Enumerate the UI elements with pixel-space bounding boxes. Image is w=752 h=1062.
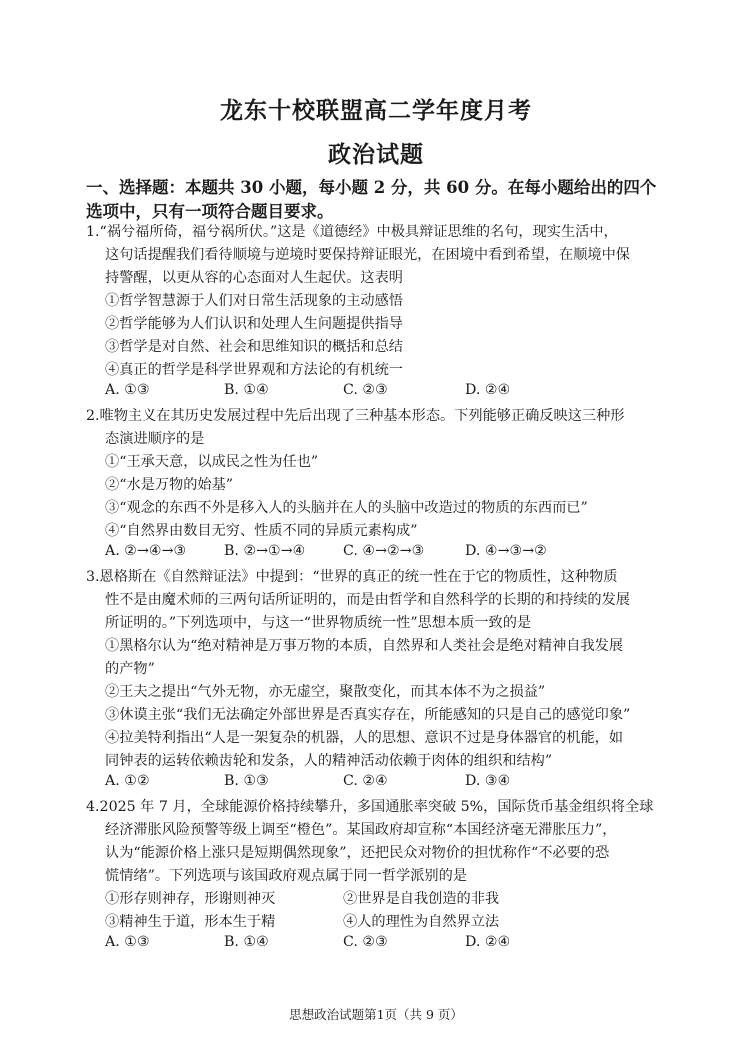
question-stem: 所证明的。”下列选项中，与这一“世界物质统一性”思想本质一致的是: [105, 615, 532, 631]
question-stem: 慌情绪”。下列选项与该国政府观点属于同一哲学派别的是: [105, 868, 467, 884]
option-d: D. ②④: [465, 382, 511, 398]
statement-item: ②世界是自我创造的非我: [343, 891, 500, 907]
statement-item: ④真正的哲学是科学世界观和方法论的有机统一: [105, 362, 403, 378]
option-c: C. ②③: [343, 382, 388, 398]
option-d: D. ④→③→②: [465, 543, 547, 559]
section-heading-line: 选项中，只有一项符合题目要求。: [86, 202, 334, 221]
option-a: A. ①②: [105, 773, 150, 789]
statement-item: ②王夫之提出“气外无物，亦无虚空，聚散变化，而其本体不为之损益”: [105, 684, 546, 700]
question-stem: 4.2025 年 7 月，全球能源价格持续攀升，多国通胀率突破 5%，国际货币基金组织将全球: [86, 799, 654, 815]
option-d: D. ③④: [465, 773, 511, 789]
statement-item: 的产物”: [105, 661, 155, 677]
statement-item: ②哲学能够为人们认识和处理人生问题提供指导: [105, 316, 403, 332]
option-d: D. ②④: [465, 934, 511, 950]
option-b: B. ①③: [224, 773, 269, 789]
statement-item: ④“自然界由数目无穷、性质不同的异质元素构成”: [105, 523, 418, 539]
question-stem: 1.“祸兮福所倚，福兮祸所伏。”这是《道德经》中极具辩证思维的名句，现实生活中，: [86, 224, 618, 240]
option-b: B. ②→①→④: [224, 543, 306, 559]
question-stem: 持警醒，以更从容的心态面对人生起伏。这表明: [105, 270, 403, 286]
question-stem: 态演进顺序的是: [105, 431, 205, 447]
statement-item: ③休谟主张“我们无法确定外部世界是否真实存在，所能感知的只是自己的感觉印象”: [105, 707, 631, 723]
statement-item: ①黑格尔认为“绝对精神是万事万物的本质，自然界和人类社会是绝对精神自我发展: [105, 638, 624, 654]
section-heading-line: 一、选择题：本题共 30 小题，每小题 2 分，共 60 分。在每小题给出的四个: [86, 178, 657, 197]
option-c: C. ④→②→③: [343, 543, 425, 559]
section-heading: [86, 176, 686, 224]
option-c: C. ②④: [343, 773, 388, 789]
statement-item: ④拉美特利指出“人是一架复杂的机器，人的思想、意识不过是身体器官的机能，如: [105, 730, 624, 746]
statement-item: ①形存则神存，形谢则神灭: [105, 891, 276, 907]
statement-item: ③精神生于道，形本生于精: [105, 914, 276, 930]
statement-item: ③“观念的东西不外是移入人的头脑并在人的头脑中改造过的物质的东西而已”: [105, 500, 588, 516]
exam-subject: 政治试题: [328, 141, 424, 168]
option-a: A. ②→④→③: [105, 543, 187, 559]
question-stem: 这句话提醒我们看待顺境与逆境时要保持辩证眼光，在困境中看到希望，在顺境中保: [105, 247, 630, 263]
question-stem: 经济滞胀风险预警等级上调至“橙色”。某国政府却宣称“本国经济毫无滞胀压力”，: [105, 822, 617, 838]
statement-item: ④人的理性为自然界立法: [343, 914, 500, 930]
option-a: A. ①③: [105, 934, 150, 950]
statement-item: ①“王承天意，以成民之性为任也”: [105, 454, 319, 470]
statement-item: 同钟表的运转依赖齿轮和发条，人的精神活动依赖于肉体的组织和结构”: [105, 753, 553, 769]
option-b: B. ①④: [224, 934, 269, 950]
statement-item: ③哲学是对自然、社会和思维知识的概括和总结: [105, 339, 403, 355]
question-stem: 3.恩格斯在《自然辩证法》中提到：“世界的真正的统一性在于它的物质性，这种物质: [86, 569, 618, 585]
question-stem: 2.唯物主义在其历史发展过程中先后出现了三种基本形态。下列能够正确反映这三种形: [86, 408, 625, 424]
statement-item: ②“水是万物的始基”: [105, 477, 234, 493]
option-c: C. ②③: [343, 934, 388, 950]
page-footer: 思想政治试题第1页（共 9 页）: [289, 1007, 463, 1022]
statement-item: ①哲学智慧源于人们对日常生活现象的主动感悟: [105, 293, 403, 309]
exam-title: 龙东十校联盟高二学年度月考: [220, 97, 532, 124]
question-stem: 认为“能源价格上涨只是短期偶然现象”，还把民众对物价的担忧称作“不必要的恐: [105, 845, 610, 861]
option-a: A. ①③: [105, 382, 150, 398]
option-b: B. ①④: [224, 382, 269, 398]
question-stem: 性不是由魔术师的三两句话所证明的，而是由哲学和自然科学的长期的和持续的发展: [105, 592, 630, 608]
